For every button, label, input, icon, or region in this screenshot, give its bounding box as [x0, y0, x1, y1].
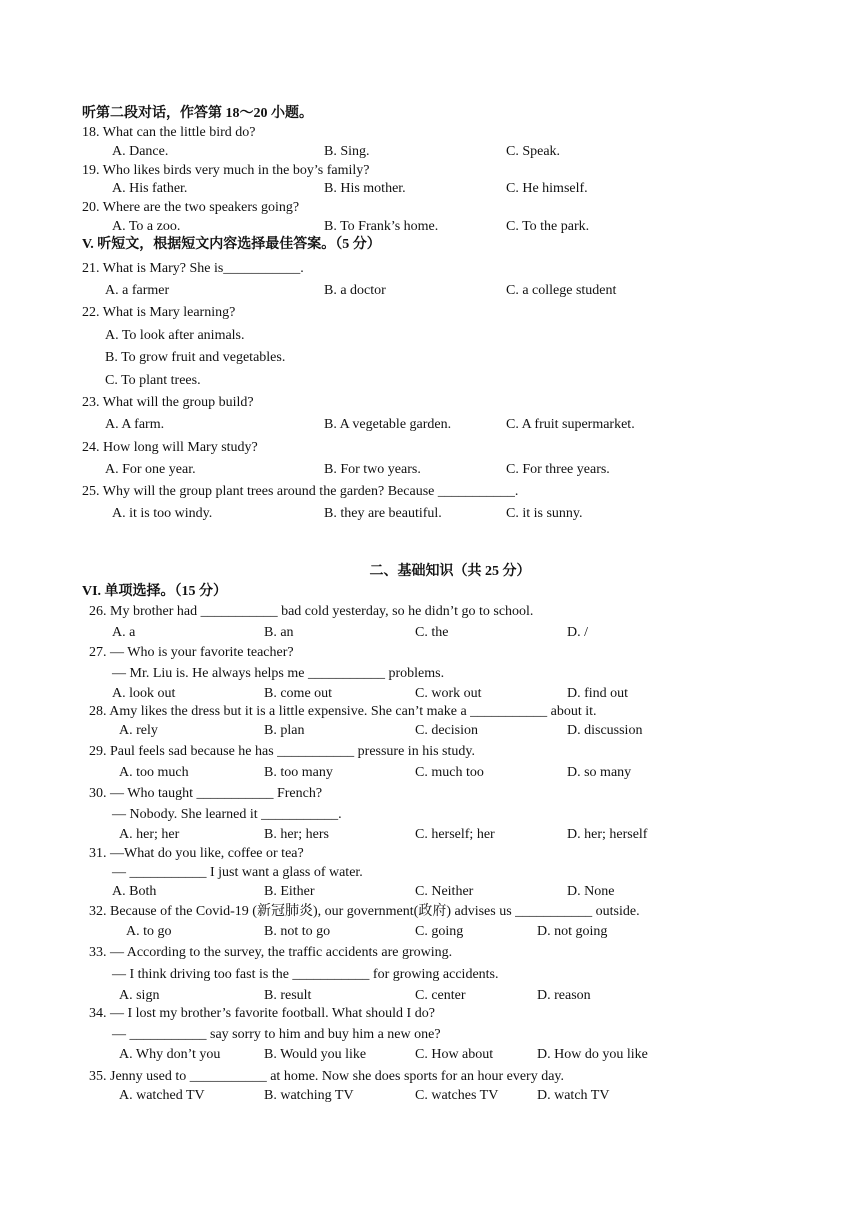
q22-option-c: C. To plant trees.	[105, 373, 201, 388]
q28-option-b: B. plan	[264, 723, 305, 738]
section6-heading: VI. 单项选择。（15 分）	[82, 584, 228, 599]
q32-stem: 32. Because of the Covid-19 (新冠肺炎), our government(政府) advises us ___________ outside.	[89, 904, 640, 919]
q24-option-b: B. For two years.	[324, 462, 421, 477]
q20-option-b: B. To Frank’s home.	[324, 219, 439, 234]
q26-option-b: B. an	[264, 625, 294, 640]
q19-stem: 19. Who likes birds very much in the boy’s family?	[82, 163, 370, 178]
q26-option-c: C. the	[415, 625, 449, 640]
q31-option-a: A. Both	[112, 884, 157, 899]
q21-option-b: B. a doctor	[324, 283, 386, 298]
q25-stem: 25. Why will the group plant trees around the garden? Because ___________.	[82, 484, 519, 499]
q18-stem: 18. What can the little bird do?	[82, 125, 256, 140]
q29-option-d: D. so many	[567, 765, 632, 780]
q20-option-c: C. To the park.	[506, 219, 590, 234]
q27-stem-2: — Mr. Liu is. He always helps me ___________ problems.	[112, 666, 445, 681]
q32-option-a: A. to go	[126, 924, 172, 939]
q22-option-a: A. To look after animals.	[105, 328, 245, 343]
q34-option-b: B. Would you like	[264, 1047, 367, 1062]
q27-option-d: D. find out	[567, 686, 629, 701]
q22-option-b: B. To grow fruit and vegetables.	[105, 350, 286, 365]
q35-option-b: B. watching TV	[264, 1088, 354, 1103]
q30-option-d: D. her; herself	[567, 827, 648, 842]
q19-option-a: A. His father.	[112, 181, 188, 196]
q20-option-a: A. To a zoo.	[112, 219, 181, 234]
q30-stem: 30. — Who taught ___________ French?	[89, 786, 323, 801]
q34-option-a: A. Why don’t you	[119, 1047, 221, 1062]
q26-option-d: D. /	[567, 625, 588, 640]
q32-option-b: B. not to go	[264, 924, 331, 939]
q27-option-c: C. work out	[415, 686, 482, 701]
q23-option-a: A. A farm.	[105, 417, 165, 432]
q23-option-c: C. A fruit supermarket.	[506, 417, 635, 432]
q28-stem: 28. Amy likes the dress but it is a little expensive. She can’t make a ___________ about it.	[89, 704, 597, 719]
q24-option-c: C. For three years.	[506, 462, 610, 477]
q34-option-d: D. How do you like	[537, 1047, 648, 1062]
part2-title: 二、基础知识（共 25 分）	[369, 564, 531, 579]
q33-option-a: A. sign	[119, 988, 160, 1003]
q18-option-c: C. Speak.	[506, 144, 561, 159]
q29-option-a: A. too much	[119, 765, 189, 780]
q27-stem: 27. — Who is your favorite teacher?	[89, 645, 294, 660]
q28-option-c: C. decision	[415, 723, 478, 738]
q31-stem: 31. —What do you like, coffee or tea?	[89, 846, 304, 861]
q33-option-b: B. result	[264, 988, 312, 1003]
q29-stem: 29. Paul feels sad because he has ___________ pressure in his study.	[89, 744, 475, 759]
dialog2-heading: 听第二段对话，作答第 18～20 小题。	[82, 106, 313, 121]
q19-option-c: C. He himself.	[506, 181, 588, 196]
q35-option-d: D. watch TV	[537, 1088, 610, 1103]
q19-option-b: B. His mother.	[324, 181, 406, 196]
q26-option-a: A. a	[112, 625, 136, 640]
q31-option-d: D. None	[567, 884, 615, 899]
q29-option-b: B. too many	[264, 765, 333, 780]
q30-option-b: B. her; hers	[264, 827, 329, 842]
q22-stem: 22. What is Mary learning?	[82, 305, 236, 320]
q31-option-b: B. Either	[264, 884, 315, 899]
q25-option-a: A. it is too windy.	[112, 506, 213, 521]
q30-stem-2: — Nobody. She learned it ___________.	[112, 807, 342, 822]
q27-option-b: B. come out	[264, 686, 333, 701]
q35-option-c: C. watches TV	[415, 1088, 499, 1103]
q33-option-d: D. reason	[537, 988, 591, 1003]
q18-option-b: B. Sing.	[324, 144, 370, 159]
q32-option-c: C. going	[415, 924, 464, 939]
q34-stem-2: — ___________ say sorry to him and buy him a new one?	[112, 1027, 441, 1042]
q26-stem: 26. My brother had ___________ bad cold yesterday, so he didn’t go to school.	[89, 604, 534, 619]
q33-stem-2: — I think driving too fast is the ___________ for growing accidents.	[112, 967, 499, 982]
q33-stem: 33. — According to the survey, the traffic accidents are growing.	[89, 945, 453, 960]
q21-stem: 21. What is Mary? She is___________.	[82, 261, 304, 276]
q20-stem: 20. Where are the two speakers going?	[82, 200, 300, 215]
q21-option-c: C. a college student	[506, 283, 617, 298]
q21-option-a: A. a farmer	[105, 283, 170, 298]
q23-stem: 23. What will the group build?	[82, 395, 254, 410]
q34-stem: 34. — I lost my brother’s favorite football. What should I do?	[89, 1006, 435, 1021]
q35-stem: 35. Jenny used to ___________ at home. Now she does sports for an hour every day.	[89, 1069, 565, 1084]
section5-heading: V. 听短文，根据短文内容选择最佳答案。（5 分）	[82, 237, 381, 252]
q25-option-b: B. they are beautiful.	[324, 506, 442, 521]
q30-option-a: A. her; her	[119, 827, 180, 842]
q33-option-c: C. center	[415, 988, 466, 1003]
q24-option-a: A. For one year.	[105, 462, 196, 477]
q29-option-c: C. much too	[415, 765, 484, 780]
q35-option-a: A. watched TV	[119, 1088, 205, 1103]
q32-option-d: D. not going	[537, 924, 608, 939]
q31-option-c: C. Neither	[415, 884, 474, 899]
q27-option-a: A. look out	[112, 686, 176, 701]
q28-option-d: D. discussion	[567, 723, 643, 738]
q25-option-c: C. it is sunny.	[506, 506, 583, 521]
q23-option-b: B. A vegetable garden.	[324, 417, 452, 432]
q18-option-a: A. Dance.	[112, 144, 169, 159]
q31-stem-2: — ___________ I just want a glass of water.	[112, 865, 363, 880]
q34-option-c: C. How about	[415, 1047, 494, 1062]
q24-stem: 24. How long will Mary study?	[82, 440, 258, 455]
q28-option-a: A. rely	[119, 723, 158, 738]
q30-option-c: C. herself; her	[415, 827, 495, 842]
